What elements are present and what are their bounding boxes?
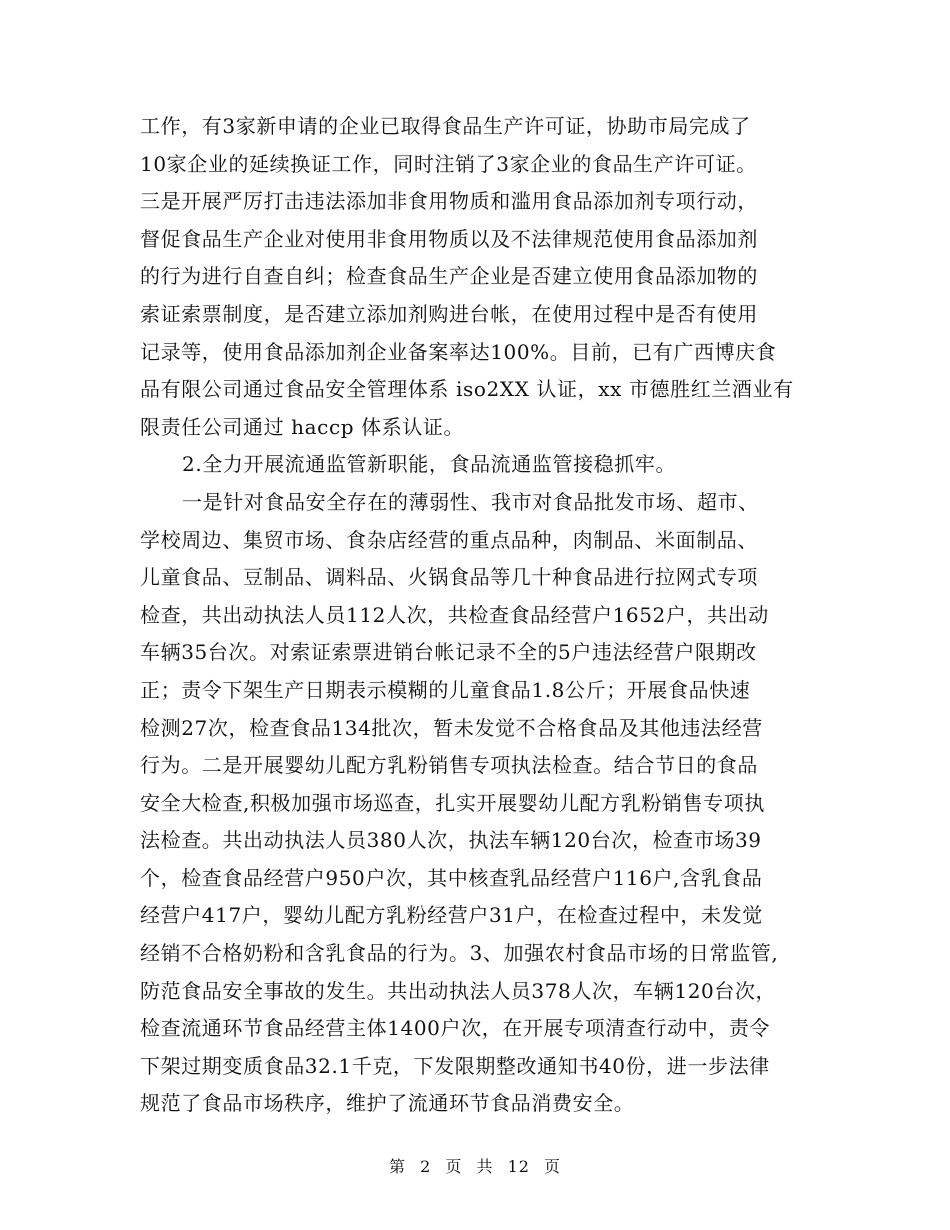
page-footer <box>0 1154 950 1177</box>
text-line: 督促食品生产企业对使用非食用物质以及不法律规范使用食品添加剂 <box>140 226 758 251</box>
text-line: 的行为进行自查自纠；检查食品生产企业是否建立使用食品添加物的 <box>140 264 758 289</box>
text-line: 正；责令下架生产日期表示模糊的儿童食品1.8公斤；开展食品快速 <box>140 677 751 702</box>
total-pages-number: 12 <box>507 1157 530 1176</box>
text-line: 品有限公司通过食品安全管理体系 iso2XX 认证，xx 市德胜红兰酒业有 <box>140 377 794 402</box>
text-line: 三是开展严厉打击违法添加非食用物质和滥用食品添加剂专项行动， <box>140 189 758 214</box>
footer-prefix: 第 <box>388 1157 406 1176</box>
current-page-number: 2 <box>420 1157 432 1176</box>
text-line: 经销不合格奶粉和含乳食品的行为。3、加强农村食品市场的日常监管, <box>140 941 779 966</box>
body-text <box>140 108 820 1123</box>
text-line: 规范了食品市场秩序，维护了流通环节食品消费安全。 <box>140 1091 635 1116</box>
text-line: 个，检查食品经营户950户次，其中核查乳品经营户116户,含乳食品 <box>140 865 763 890</box>
text-line: 检测27次，检查食品134批次，暂未发觉不合格食品及其他违法经营 <box>140 715 763 740</box>
text-line: 10家企业的延续换证工作，同时注销了3家企业的食品生产许可证。 <box>140 151 757 176</box>
text-line: 防范食品安全事故的发生。共出动执法人员378人次，车辆120台次， <box>140 978 777 1003</box>
text-line: 记录等，使用食品添加剂企业备案率达100%。目前，已有广西博庆食 <box>140 339 777 364</box>
section-heading: 2.全力开展流通监管新职能，食品流通监管接稳抓牢。 <box>182 452 677 477</box>
text-line: 学校周边、集贸市场、食杂店经营的重点品种，肉制品、米面制品、 <box>140 527 758 552</box>
text-line: 法检查。共出动执法人员380人次，执法车辆120台次，检查市场39 <box>140 828 762 853</box>
text-line: 安全大检查,积极加强市场巡查，扎实开展婴幼儿配方乳粉销售专项执 <box>140 790 765 815</box>
text-line: 检查，共出动执法人员112人次，共检查食品经营户1652户，共出动 <box>140 602 769 627</box>
text-line: 行为。二是开展婴幼儿配方乳粉销售专项执法检查。结合节日的食品 <box>140 753 758 778</box>
text-line: 下架过期变质食品32.1千克，下发限期整改通知书40份，进一步法律 <box>140 1053 770 1078</box>
text-line: 车辆35台次。对索证索票进销台帐记录不全的5户违法经营户限期改 <box>140 640 757 665</box>
text-line: 工作，有3家新申请的企业已取得食品生产许可证，协助市局完成了 <box>140 114 751 138</box>
text-line: 索证索票制度，是否建立添加剂购进台帐，在使用过程中是否有使用 <box>140 301 758 326</box>
text-line: 限责任公司通过 haccp 体系认证。 <box>140 414 465 439</box>
text-line: 检查流通环节食品经营主体1400户次，在开展专项清查行动中，责令 <box>140 1016 771 1041</box>
text-line: 经营户417户，婴幼儿配方乳粉经营户31户，在检查过程中，未发觉 <box>140 903 763 928</box>
text-line: 儿童食品、豆制品、调料品、火锅食品等几十种食品进行拉网式专项 <box>140 565 758 590</box>
paragraph-start: 一是针对食品安全存在的薄弱性、我市对食品批发市场、超市、 <box>182 489 759 514</box>
footer-total-word: 共 <box>476 1157 494 1176</box>
footer-page-word: 页 <box>445 1157 463 1176</box>
footer-suffix: 页 <box>544 1157 562 1176</box>
